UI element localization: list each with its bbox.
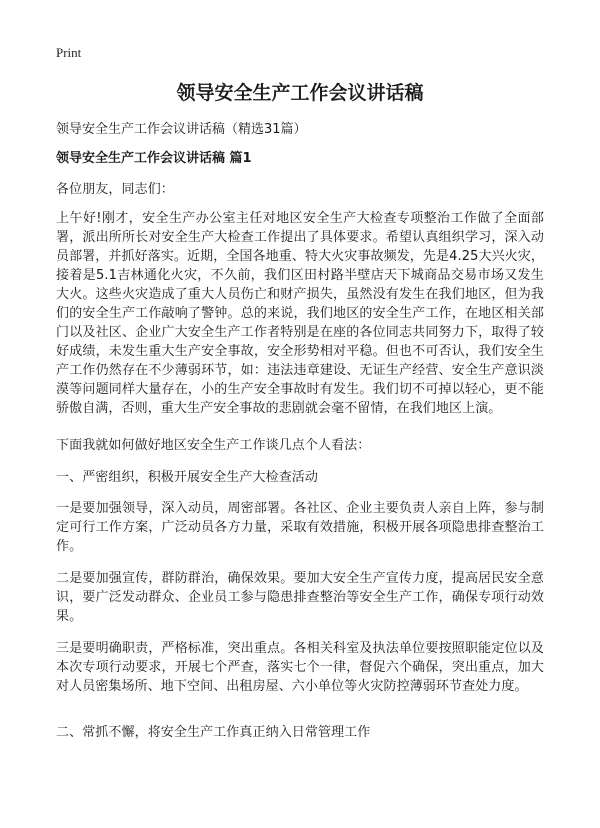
document-title: 领导安全生产工作会议讲话稿 bbox=[176, 82, 424, 104]
heading-one: 一、严密组织，积极开展安全生产大检查活动 bbox=[56, 470, 319, 485]
point-one-paragraph: 一是要加强领导，深入动员，周密部署。各社区、企业主要负责人亲自上阵，参与制定可行工作方案，广泛动员各方力量，采取有效措施，积极开展各项隐患排查整治工作。 bbox=[56, 501, 544, 554]
section-heading: 领导安全生产工作会议讲话稿 篇1 bbox=[56, 151, 252, 166]
document-subtitle: 领导安全生产工作会议讲话稿（精选31篇） bbox=[56, 122, 307, 137]
greeting-paragraph: 各位朋友，同志们： bbox=[56, 182, 174, 197]
intro-paragraph: 上午好!刚才，安全生产办公室主任对地区安全生产大检查专项整治工作做了全面部署，派出所所长对安全生产大检查工作提出了具体要求。希望认真组织学习，深入动员部署，并抓好落实。近期，全国各地重、特大火灾事故频发，先是4.25大兴火灾，接着是5.1吉林通化火灾，不久前，我们区田村路半壁店天下城商品交易市场又发生大火。这些火灾造成了重大人员伤亡和财产损失，虽然没有发生在我们地区，但为我们的安全生产工作敲响了警钟。总的来说，我们地区的安全生产工作，在地区相关部门以及社区、企业广大安全生产工作者特别是在座的各位同志共同努力下，取得了较好成绩，未发生重大生产安全事故，安全形势相对平稳。但也不可否认，我们安全生产工作仍然存在不少薄弱环节，如：违法违章建设、无证生产经营、安全生产意识淡漠等问题同样大量存在，小的生产安全事故时有发生。我们切不可掉以轻心，更不能骄傲自满，否则，重大生产安全事故的悲剧就会毫不留情，在我们地区上演。 bbox=[56, 211, 544, 416]
print-link[interactable]: Print bbox=[56, 45, 82, 60]
lead-paragraph: 下面我就如何做好地区安全生产工作谈几点个人看法： bbox=[56, 438, 371, 453]
heading-two: 二、常抓不懈，将安全生产工作真正纳入日常管理工作 bbox=[56, 725, 371, 740]
point-three-paragraph: 三是要明确职责，严格标准，突出重点。各相关科室及执法单位要按照职能定位以及本次专项行动要求，开展七个严查，落实七个一律，督促六个确保，突出重点，加大对人员密集场所、地下空间、出租房屋、六小单位等火灾防控薄弱环节查处力度。 bbox=[56, 641, 544, 694]
point-two-paragraph: 二是要加强宣传，群防群治，确保效果。要加大安全生产宣传力度，提高居民安全意识，要广泛发动群众、企业员工参与隐患排查整治等安全生产工作，确保专项行动效果。 bbox=[56, 571, 544, 624]
